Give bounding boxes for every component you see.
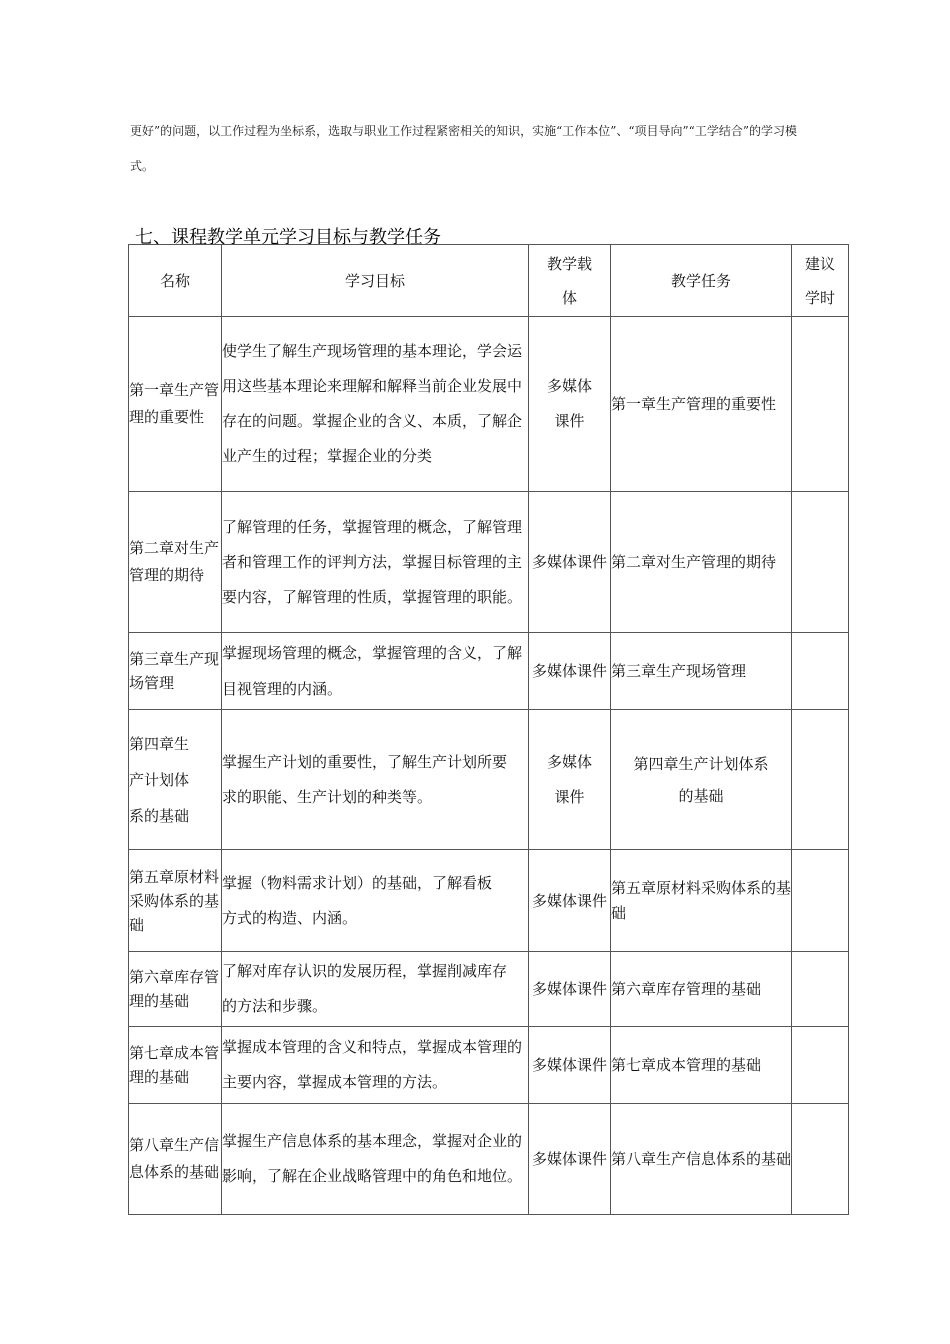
row-hours — [792, 317, 849, 492]
row-goal: 掌握生产信息体系的基本理念，掌握对企业的影响，了解在企业战略管理中的角色和地位。 — [222, 1104, 529, 1215]
row-name: 第一章生产管理的重要性 — [129, 317, 222, 492]
table-row — [129, 850, 849, 952]
table-row — [129, 1027, 849, 1104]
table-header-row — [129, 245, 849, 317]
row-carrier: 多媒体课件 — [529, 952, 611, 1027]
row-hours — [792, 1104, 849, 1215]
row-carrier: 多媒体课件 — [529, 317, 611, 492]
row-name: 第八章生产信息体系的基础 — [129, 1104, 222, 1215]
row-goal: 掌握生产计划的重要性，了解生产计划所要求的职能、生产计划的种类等。 — [222, 710, 529, 850]
row-name: 第五章原材料采购体系的基础 — [129, 850, 222, 952]
row-task: 第三章生产现场管理 — [611, 633, 792, 710]
row-task: 第二章对生产管理的期待 — [611, 492, 792, 633]
course-unit-table — [128, 244, 849, 1215]
row-name: 第三章生产现场管理 — [129, 633, 222, 710]
row-name: 第七章成本管理的基础 — [129, 1027, 222, 1104]
row-hours — [792, 952, 849, 1027]
row-goal: 掌握（物料需求计划）的基础，了解看板方式的构造、内涵。 — [222, 850, 529, 952]
table-row — [129, 1104, 849, 1215]
intro-paragraph-line-2: 式。 — [130, 159, 155, 173]
table-row — [129, 633, 849, 710]
section-heading: 七、课程教学单元学习目标与教学任务 — [135, 227, 441, 248]
row-hours — [792, 633, 849, 710]
row-name: 第四章生产计划体系的基础 — [129, 710, 222, 850]
header-carrier: 教学载体 — [529, 245, 611, 317]
table-row — [129, 710, 849, 850]
row-task: 第八章生产信息体系的基础 — [611, 1104, 792, 1215]
table-row — [129, 317, 849, 492]
row-name: 第六章库存管理的基础 — [129, 952, 222, 1027]
table-row — [129, 492, 849, 633]
row-carrier: 多媒体课件 — [529, 492, 611, 633]
header-task: 教学任务 — [611, 245, 792, 317]
row-carrier: 多媒体课件 — [529, 1104, 611, 1215]
row-hours — [792, 850, 849, 952]
row-goal: 了解对库存认识的发展历程，掌握削减库存的方法和步骤。 — [222, 952, 529, 1027]
row-hours — [792, 1027, 849, 1104]
header-name: 名称 — [129, 245, 222, 317]
row-hours — [792, 492, 849, 633]
row-task: 第四章生产计划体系的基础 — [611, 710, 792, 850]
header-goal: 学习目标 — [222, 245, 529, 317]
row-name: 第二章对生产管理的期待 — [129, 492, 222, 633]
row-carrier: 多媒体课件 — [529, 633, 611, 710]
row-carrier: 多媒体课件 — [529, 1027, 611, 1104]
intro-paragraph-line-1: 更好”的问题，以工作过程为坐标系，选取与职业工作过程紧密相关的知识，实施“工作本位”、“项目导向”“工学结合”的学习模 — [130, 124, 797, 138]
row-carrier: 多媒体课件 — [529, 850, 611, 952]
row-goal: 了解管理的任务，掌握管理的概念，了解管理者和管理工作的评判方法，掌握目标管理的主要内容，了解管理的性质，掌握管理的职能。 — [222, 492, 529, 633]
row-task: 第六章库存管理的基础 — [611, 952, 792, 1027]
row-goal: 使学生了解生产现场管理的基本理论，学会运用这些基本理论来理解和解释当前企业发展中存在的问题。掌握企业的含义、本质，了解企业产生的过程；掌握企业的分类 — [222, 317, 529, 492]
row-task: 第七章成本管理的基础 — [611, 1027, 792, 1104]
row-goal: 掌握成本管理的含义和特点，掌握成本管理的主要内容，掌握成本管理的方法。 — [222, 1027, 529, 1104]
header-hours: 建议学时 — [792, 245, 849, 317]
row-task: 第一章生产管理的重要性 — [611, 317, 792, 492]
row-task: 第五章原材料采购体系的基础 — [611, 850, 792, 952]
row-hours — [792, 710, 849, 850]
row-goal: 掌握现场管理的概念，掌握管理的含义，了解目视管理的内涵。 — [222, 633, 529, 710]
table-row — [129, 952, 849, 1027]
row-carrier: 多媒体课件 — [529, 710, 611, 850]
